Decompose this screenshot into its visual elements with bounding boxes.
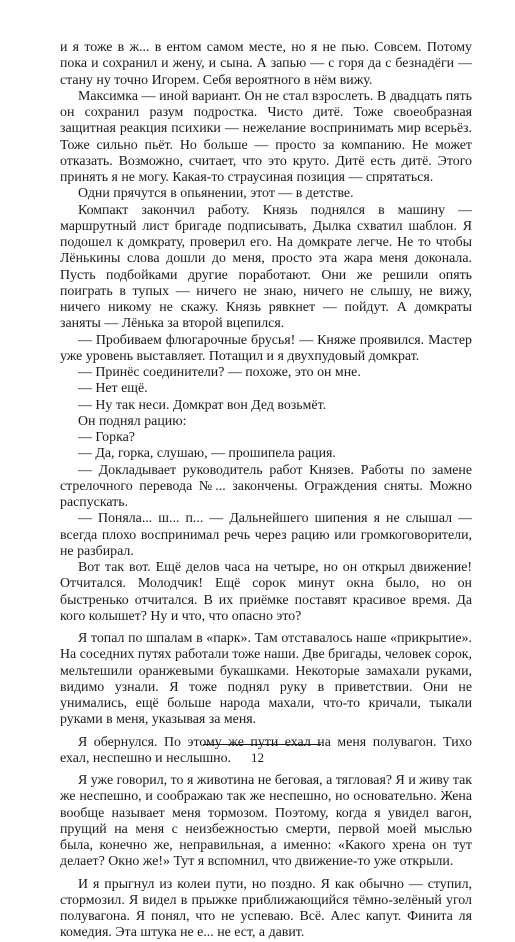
paragraph: Одни прячутся в опьянении, этот — в детстве.	[78, 186, 354, 202]
paragraph: — Поняла... ш... п... — Дальнейшего шипения я не слышал — всегда плохо воспринимал речь через рацию или громкоговорители, не разбирал.	[60, 511, 472, 559]
paragraph: — Докладывает руководитель работ Князев. Работы по замене стрелочного перевода №... закончены. Ограждения сняты. Можно распускать.	[60, 462, 472, 510]
paragraph: — Принёс соединители? — похоже, это он мне.	[78, 365, 361, 380]
paragraph: — Да, горка, слушаю, — прошипела рация.	[78, 446, 336, 462]
paragraph: — Пробиваем флюгарочные брусья! — Княже проявился. Мастер уже уровень выставляет. Потащил и я двухпудовый домкрат.	[60, 332, 472, 364]
paragraph: Максимка — иной вариант. Он не стал взрослеть. В двадцать пять он сохранил разум подростка. Чисто дитё. Тоже своеобразная защитная реакция психики — нежелание воспринимать мир всерьёз. Тоже сильно пьёт. Но больше — просто за компанию. Не может отказать. Возможно, считает, что это круто. Дитё есть дитё. Этого принять я не могу. Какая-то страусиная позиция — спрятаться.	[60, 88, 472, 185]
paragraph: — Горка?	[78, 430, 135, 445]
paragraph: и я тоже в ж... в ентом самом месте, но я не пью. Совсем. Потому пока и сохранил и жену, и сына. А запью — с горя да с безнадёги — стану ну точно Игорем. Себя вероятного в нём вижу.	[60, 40, 472, 88]
paragraph: — Ну так неси. Домкрат вон Дед возьмёт.	[78, 397, 327, 413]
paragraph: — Нет ещё.	[78, 381, 148, 397]
paragraph: Я топал по шпалам в «парк». Там отставалось наше «прикрытие». На соседних путях работали тоже наши. Две бригады, человек сорок, мельтешили оранжевыми букашками. Некоторые замахали руками, видимо узнали. Я тоже поднял руку в приветствии. Они не унимались, ещё больше народа махали, что-то кричали, тыкали руками в меня, указывая за меня.	[60, 631, 472, 728]
paragraph: Я уже говорил, то я животина не беговая, а тягловая? Я и живу так же неспешно, и соображаю так же неспешно, но основательно. Жена вообще называет меня тормозом. Поэтому, когда я увидел вагон, прущий на меня с неизбежностью смерти, первой моей мыслью была, конечно же, неправильная, а именно: «Какого хрена он тут делает? Окно же!» Тут я вспомнил, что движение-то уже открыли.	[60, 773, 472, 870]
paragraph: Он поднял рацию:	[78, 413, 187, 429]
paragraph: Я обернулся. По этому же пути ехал на меня полувагон. Тихо ехал, неспешно и неслышно.	[60, 734, 472, 766]
paragraph: Компакт закончил работу. Князь поднялся в машину — маршрутный лист бригаде подписывать, Дылка схватил шаблон. Я подошел к домкрату, проверил его. На домкрате легче. Не то чтобы Лёнькины слова дошли до меня, просто эта жара меня доконала. Пусть подбойками другие поработают. Они же решили опять поиграть в тупых — ничего не знаю, ничего не слышу, не вижу, ничего никому не скажу. Князь рявкнет — пойдут. А домкраты заняты — Лёнька за второй вцепился.	[60, 202, 472, 332]
paragraph: Вот так вот. Ещё делов часа на четыре, но он открыл движение! Отчитался. Молодчик! Ещё сорок минут окна было, но он быстренько отчитался. В их приёмке поставят красивое время. Да кого колышет? Ну и что, что опасно это?	[60, 560, 472, 624]
paragraph: И я прыгнул из колеи пути, но поздно. Я как обычно — ступил, стормозил. Я видел в прыжке приближающийся тёмно-зелёный угол полувагона. Я понял, что не успеваю. Всё. Алес капут. Финита ля комедия. Эта штука не е... не ест, а давит.	[60, 876, 472, 941]
footer-rule	[203, 744, 321, 745]
page-body	[60, 40, 472, 942]
page-number: 12	[251, 750, 264, 765]
